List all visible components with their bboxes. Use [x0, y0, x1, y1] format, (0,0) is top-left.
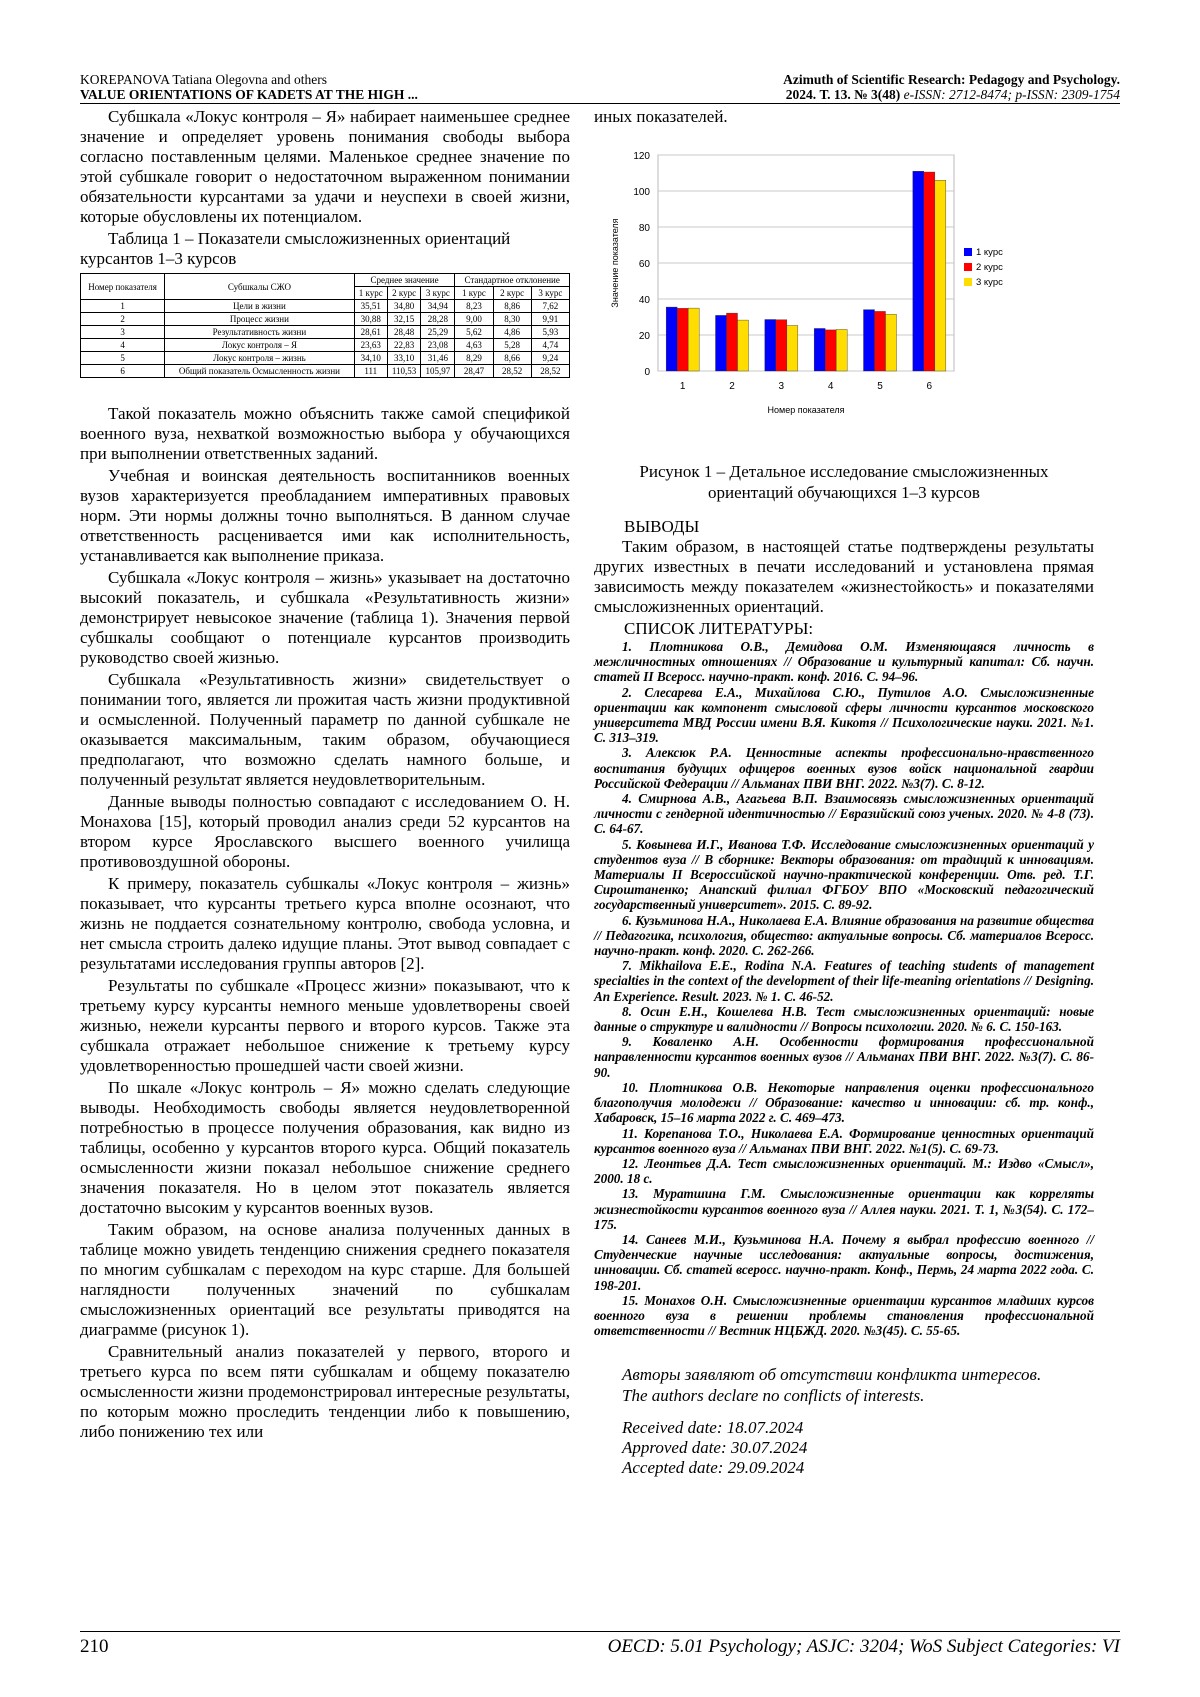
- reference-list: [594, 639, 1094, 1338]
- table-header-sd: Стандартное отклонение: [455, 274, 570, 287]
- y-tick-label: 100: [633, 187, 650, 198]
- paragraph: Таким образом, на основе анализа полученных данных в таблице можно увидеть тенденцию снижения среднего показателя по многим субшкалам с переходом на курс старше. Для большей наглядности полученных значений по субшкалам смысложизненных ориентаций все результаты приводятся на диаграмме (рисунок 1).: [80, 1220, 570, 1339]
- table-cell-subscale: Цели в жизни: [165, 300, 355, 313]
- bar: [787, 325, 798, 371]
- reference-item: 6. Кузьминова Н.А., Николаева Е.А. Влияние образования на развитие общества // Педагогика, психология, общество: актуальные вопросы. Сб. материалов Всеросс. научно-практ. конф. 2020. С. 262-266.: [594, 912, 1094, 959]
- table-cell: 110,53: [387, 365, 421, 378]
- table-cell: 5,93: [531, 326, 569, 339]
- reference-item: 7. Mikhailova E.E., Rodina N.A. Features of teaching students of management specialties in the context of the development of their life-meaning orientations // Designing. An Experience. Result. 2023. № 1. С. 46-52.: [594, 958, 1094, 1004]
- paragraph: По шкале «Локус контроль – Я» можно сделать следующие выводы. Необходимость свободы является неудовлетворенной потребностью в процессе получения образования, как видно из таблицы, особенно у курсантов второго курса. Общий показатель осмысленности жизни показал небольшое снижение среднего значения показателя. Но в целом этот показатель является достаточно высоким у курсантов военных вузов.: [80, 1078, 570, 1217]
- paragraph: Данные выводы полностью совпадают с исследованием О. Н. Монахова [15], который проводил анализ среди 52 курсантов на втором курсе Ярославского высшего военного училища противовоздушной обороны.: [80, 792, 570, 871]
- reference-item: 2. Слесарева Е.А., Михайлова С.Ю., Путилов А.О. Смысложизненные ориентации как компонент смысловой сферы личности курсантов московского университета МВД России имени В.Я. Кикотя // Психологические науки. 2021. №1. С. 313–319.: [594, 684, 1094, 746]
- table-cell: 4,63: [455, 339, 493, 352]
- table-cell: 34,10: [354, 352, 387, 365]
- bar: [716, 315, 727, 371]
- table-cell: 5,28: [493, 339, 531, 352]
- y-tick-label: 60: [638, 259, 650, 270]
- table-cell: 28,52: [531, 365, 569, 378]
- table-cell: 5,62: [455, 326, 493, 339]
- table-cell: 31,46: [421, 352, 455, 365]
- x-tick-label: 3: [778, 381, 785, 392]
- reference-item: 13. Муратшина Г.М. Смысложизненные ориентации как корреляты жизнестойкости курсантов военного вуза // Аллея науки. 2021. Т. 1, №3(54). С. 172–175.: [594, 1186, 1094, 1232]
- table-cell: 7,62: [531, 300, 569, 313]
- table-cell: 9,00: [455, 313, 493, 326]
- table-row: [81, 313, 570, 326]
- table-cell: 9,24: [531, 352, 569, 365]
- results-table: [80, 273, 570, 378]
- table-cell: 35,51: [354, 300, 387, 313]
- table-cell: 34,80: [387, 300, 421, 313]
- bar: [825, 330, 836, 371]
- header-issue: 2024. Т. 13. № 3(48): [785, 87, 901, 102]
- table-header-number: Номер показателя: [81, 274, 165, 300]
- table-row: [81, 365, 570, 378]
- right-column: [594, 107, 1094, 1478]
- table-cell: 28,61: [354, 326, 387, 339]
- table-cell: 28,28: [421, 313, 455, 326]
- header-issn: e-ISSN: 2712-8474; p-ISSN: 2309-1754: [900, 87, 1120, 102]
- table-body: [81, 300, 570, 378]
- table-cell: 6: [81, 365, 165, 378]
- reference-item: 10. Плотникова О.В. Некоторые направления оценки профессионального благополучия молодежи // Образование: качество и инновации: сб. тр. конф., Хабаровск, 15–16 марта 2022 г. С. 469–473.: [594, 1079, 1094, 1126]
- bar: [677, 308, 688, 371]
- bar: [924, 172, 935, 371]
- table-cell-subscale: Локус контроля – Я: [165, 339, 355, 352]
- table-header-course: 2 курс: [387, 287, 421, 300]
- running-header-left: [80, 72, 418, 102]
- table-header-course: 1 курс: [455, 287, 493, 300]
- legend-swatch: [964, 263, 972, 271]
- accepted-date: Accepted date: 29.09.2024: [622, 1458, 805, 1478]
- x-tick-label: 5: [877, 381, 883, 392]
- paragraph: Результаты по субшкале «Процесс жизни» показывают, что к третьему курсу курсанты немного меньше удовлетворены своей жизнью, нежели курсанты первого и второго курсов. Также эта субшкала отражает небольшое снижение к третьему курсу удовлетворенностью прошедшей части своей жизни.: [80, 976, 570, 1075]
- page-number: 210: [80, 1636, 109, 1657]
- paragraph: Сравнительный анализ показателей у первого, второго и третьего курса по всем пяти субшкалам и общему показателю осмысленности жизни продемонстрировал интересные результаты, по которым можно проследить тенденции либо к повышению, либо понижению тех или: [80, 1342, 570, 1441]
- table-row: [81, 300, 570, 313]
- table-cell: 22,83: [387, 339, 421, 352]
- reference-item: 1. Плотникова О.В., Демидова О.М. Изменяющаяся личность в межличностных отношениях // Образование и культурный капитал: Сб. научн. статей II Всеросс. научно-практ. конф. 2016. С. 94–96.: [594, 639, 1094, 685]
- table-cell: 111: [354, 365, 387, 378]
- bar: [814, 328, 825, 371]
- reference-item: 14. Санеев М.И., Кузьминова Н.А. Почему я выбрал профессию военного // Студенческие научные исследования: актуальные вопросы, достижения, инновации. Сб. статей всеросс. научно-практ. Конф., Пермь, 24 марта 2022 года. С. 198-201.: [594, 1231, 1094, 1293]
- bar: [864, 310, 875, 371]
- reference-item: 4. Смирнова А.В., Агагьева В.П. Взаимосвязь смысложизненных ориентаций личности с гендерной идентичностью // Евразийский союз ученых. 2020. № 4-8 (73). С. 64-67.: [594, 791, 1094, 837]
- paragraph: К примеру, показатель субшкалы «Локус контроля – жизнь» показывает, что курсанты третьего курса вполне осознают, что жизнь не поддается сознательному контролю, свобода условна, и нет смысла строить далеко идущие планы. Этот вывод совпадает с результатами исследования группы авторов [2].: [80, 874, 570, 973]
- legend-label: 2 курс: [976, 262, 1003, 273]
- conflict-statement-ru: Авторы заявляют об отсутствии конфликта интересов.: [622, 1365, 1042, 1385]
- header-authors: KOREPANOVA Tatiana Olegovna and others: [80, 72, 328, 87]
- x-tick-label: 1: [679, 381, 686, 392]
- table-header-course: 3 курс: [531, 287, 569, 300]
- table-cell: 23,63: [354, 339, 387, 352]
- table-header-course: 3 курс: [421, 287, 455, 300]
- legend-label: 1 курс: [976, 247, 1003, 258]
- bar: [935, 180, 946, 371]
- paragraph: Субшкала «Локус контроля – Я» набирает наименьшее среднее значение и определяет уровень понимания свободы выбора согласно поставленным целями. Маленькое среднее значение по этой субшкале говорит о недостаточном выраженном понимании обязательности курсантами за удачи и неуспехи в своей жизни, которые обусловлены их потенциалом.: [80, 107, 570, 226]
- table-cell: 4: [81, 339, 165, 352]
- bar: [913, 171, 924, 371]
- reference-item: 5. Ковынева И.Г., Иванова Т.Ф. Исследование смысложизненных ориентаций у студентов вуза // В сборнике: Векторы образования: от традиций к инновациям. Материалы II Всероссийской научно-практической конференции. Отв. ред. Т.Г. Сироштаненко; Анапский филиал ФГБОУ ВПО «Московский педагогический государственный университет». 2015. С. 89-92.: [594, 836, 1094, 913]
- legend-swatch: [964, 278, 972, 286]
- paragraph-continuation: иных показателей.: [594, 107, 728, 126]
- table-row: [81, 339, 570, 352]
- received-date: Received date: 18.07.2024: [622, 1418, 804, 1438]
- conclusions-title: ВЫВОДЫ: [624, 517, 700, 536]
- bar: [875, 311, 886, 371]
- bar: [765, 320, 776, 371]
- table-cell: 2: [81, 313, 165, 326]
- table-cell: 9,91: [531, 313, 569, 326]
- table-cell-subscale: Результативность жизни: [165, 326, 355, 339]
- y-tick-label: 40: [638, 295, 650, 306]
- y-tick-label: 120: [633, 151, 650, 162]
- table-cell: 8,29: [455, 352, 493, 365]
- table-cell: 5: [81, 352, 165, 365]
- table-row: [81, 326, 570, 339]
- x-tick-label: 6: [926, 381, 933, 392]
- bar: [836, 329, 847, 371]
- table-cell: 4,74: [531, 339, 569, 352]
- reference-item: 12. Леонтьев Д.А. Тест смысложизненных ориентаций. М.: Издво «Смысл», 2000. 18 с.: [594, 1155, 1094, 1187]
- paragraph: Учебная и воинская деятельность воспитанников военных вузов характеризуется преобладанием императивных правовых норм. Эти нормы должны точно выполняться. В данном случае ответственность расценивается ими как исполнительность, устанавливается как выполнение приказа.: [80, 466, 570, 565]
- table-cell: 105,97: [421, 365, 455, 378]
- figure-1-chart: [594, 131, 1094, 431]
- table-row: [81, 352, 570, 365]
- reference-item: 8. Осин Е.Н., Кошелева Н.В. Тест смысложизненных ориентаций: новые данные о структуре и валидности // Вопросы психологии. 2020. № 6. С. 150-163.: [594, 1003, 1094, 1035]
- running-header-right: [783, 72, 1120, 102]
- bar: [688, 308, 699, 371]
- header-title: VALUE ORIENTATIONS OF KADETS AT THE HIGH ...: [80, 87, 418, 102]
- reference-item: 11. Корепанова Т.О., Николаева Е.А. Формирование ценностных ориентаций курсантов военного вуза // Альманах ПВИ ВНГ. 2022. №1(5). С. 69-73.: [594, 1125, 1094, 1156]
- table-cell-subscale: Локус контроля – жизнь: [165, 352, 355, 365]
- legend-swatch: [964, 248, 972, 256]
- y-axis-title: Значение показателя: [610, 218, 620, 308]
- table-cell: 34,94: [421, 300, 455, 313]
- paragraph: Такой показатель можно объяснить также самой спецификой военного вуза, нехваткой возможностью выбора у обучающихся при выполнении ответственных заданий.: [80, 404, 570, 463]
- paragraph: Субшкала «Локус контроля – жизнь» указывает на достаточно высокий показатель, и субшкала «Результативность жизни» демонстрирует невысокое значение (таблица 1). Значения первой субшкалы сообщают о потенциале курсантов производить руководство своей жизнью.: [80, 568, 570, 667]
- conflict-statement-en: The authors declare no conflicts of interests.: [622, 1386, 925, 1406]
- table-cell-subscale: Процесс жизни: [165, 313, 355, 326]
- table-cell: 8,23: [455, 300, 493, 313]
- legend-label: 3 курс: [976, 277, 1003, 288]
- left-column: [80, 107, 570, 1444]
- table-cell: 30,88: [354, 313, 387, 326]
- paragraph: Субшкала «Результативность жизни» свидетельствует о понимании того, является ли прожитая часть жизни продуктивной и осмысленной. Полученный параметр по данной субшкале не оказывается максимальным, таким образом, обучающиеся предполагают, что возможно сделать намного больше, и полученный результат является неудовлетворительным.: [80, 670, 570, 789]
- table-cell: 32,15: [387, 313, 421, 326]
- classification-codes: OECD: 5.01 Psychology; ASJC: 3204; WoS Subject Categories: VI: [607, 1636, 1120, 1657]
- header-rule: [80, 103, 1120, 104]
- approved-date: Approved date: 30.07.2024: [622, 1438, 808, 1458]
- article-dates: [622, 1418, 1094, 1478]
- y-tick-label: 0: [644, 367, 650, 378]
- table-cell: 1: [81, 300, 165, 313]
- header-journal: Azimuth of Scientific Research: Pedagogy and Psychology.: [783, 72, 1120, 87]
- bar: [666, 307, 677, 371]
- table-cell: 28,47: [455, 365, 493, 378]
- y-tick-label: 20: [638, 331, 650, 342]
- x-tick-label: 4: [827, 381, 834, 392]
- table-cell: 33,10: [387, 352, 421, 365]
- table-cell: 25,29: [421, 326, 455, 339]
- table-cell: 8,30: [493, 313, 531, 326]
- table-cell: 3: [81, 326, 165, 339]
- figure-caption: Рисунок 1 – Детальное исследование смысложизненных ориентаций обучающихся 1–3 курсов: [639, 462, 1049, 502]
- y-tick-label: 80: [638, 223, 650, 234]
- x-tick-label: 2: [729, 381, 735, 392]
- table-cell: 4,86: [493, 326, 531, 339]
- bar: [776, 320, 787, 371]
- references-title: СПИСОК ЛИТЕРАТУРЫ:: [624, 619, 814, 638]
- bar: [727, 313, 738, 371]
- table-header-course: 1 курс: [354, 287, 387, 300]
- table-cell: 28,52: [493, 365, 531, 378]
- conclusions-text: Таким образом, в настоящей статье подтверждены результаты других известных в печати исследований и установлена прямая зависимость между показателем «жизнестойкость» и показателями смысложизненных ориентаций.: [594, 537, 1094, 616]
- table-header-mean: Среднее значение: [354, 274, 455, 287]
- table-cell: 8,66: [493, 352, 531, 365]
- table-cell: 8,86: [493, 300, 531, 313]
- table-cell: 28,48: [387, 326, 421, 339]
- reference-item: 3. Алексюк Р.А. Ценностные аспекты профессионально-нравственного воспитания будущих офицеров военных вузов войск национальной гвардии Российской Федерации // Альманах ПВИ ВНГ. 2022. №3(7). С. 8-12.: [594, 745, 1094, 791]
- table-cell-subscale: Общий показатель Осмысленность жизни: [165, 365, 355, 378]
- bar: [738, 320, 749, 371]
- footer-rule: [80, 1631, 1120, 1632]
- table-caption: Таблица 1 – Показатели смысложизненных ориентаций курсантов 1–3 курсов: [80, 229, 511, 268]
- table-header-subscale: Субшкалы СЖО: [165, 274, 355, 300]
- table-header-course: 2 курс: [493, 287, 531, 300]
- reference-item: 15. Монахов О.Н. Смысложизненные ориентации курсантов младших курсов военного вуза в решении проблемы становления профессиональной ответственности // Вестник НЦБЖД. 2020. №3(45). С. 55-65.: [594, 1292, 1094, 1339]
- x-axis-title: Номер показателя: [767, 405, 845, 415]
- bar: [886, 314, 897, 371]
- table-cell: 23,08: [421, 339, 455, 352]
- reference-item: 9. Коваленко А.Н. Особенности формирования профессиональной направленности курсантов военных вузов // Альманах ПВИ ВНГ. 2022. №3(7). С. 86-90.: [594, 1034, 1094, 1080]
- bar-chart-svg: [594, 131, 1094, 431]
